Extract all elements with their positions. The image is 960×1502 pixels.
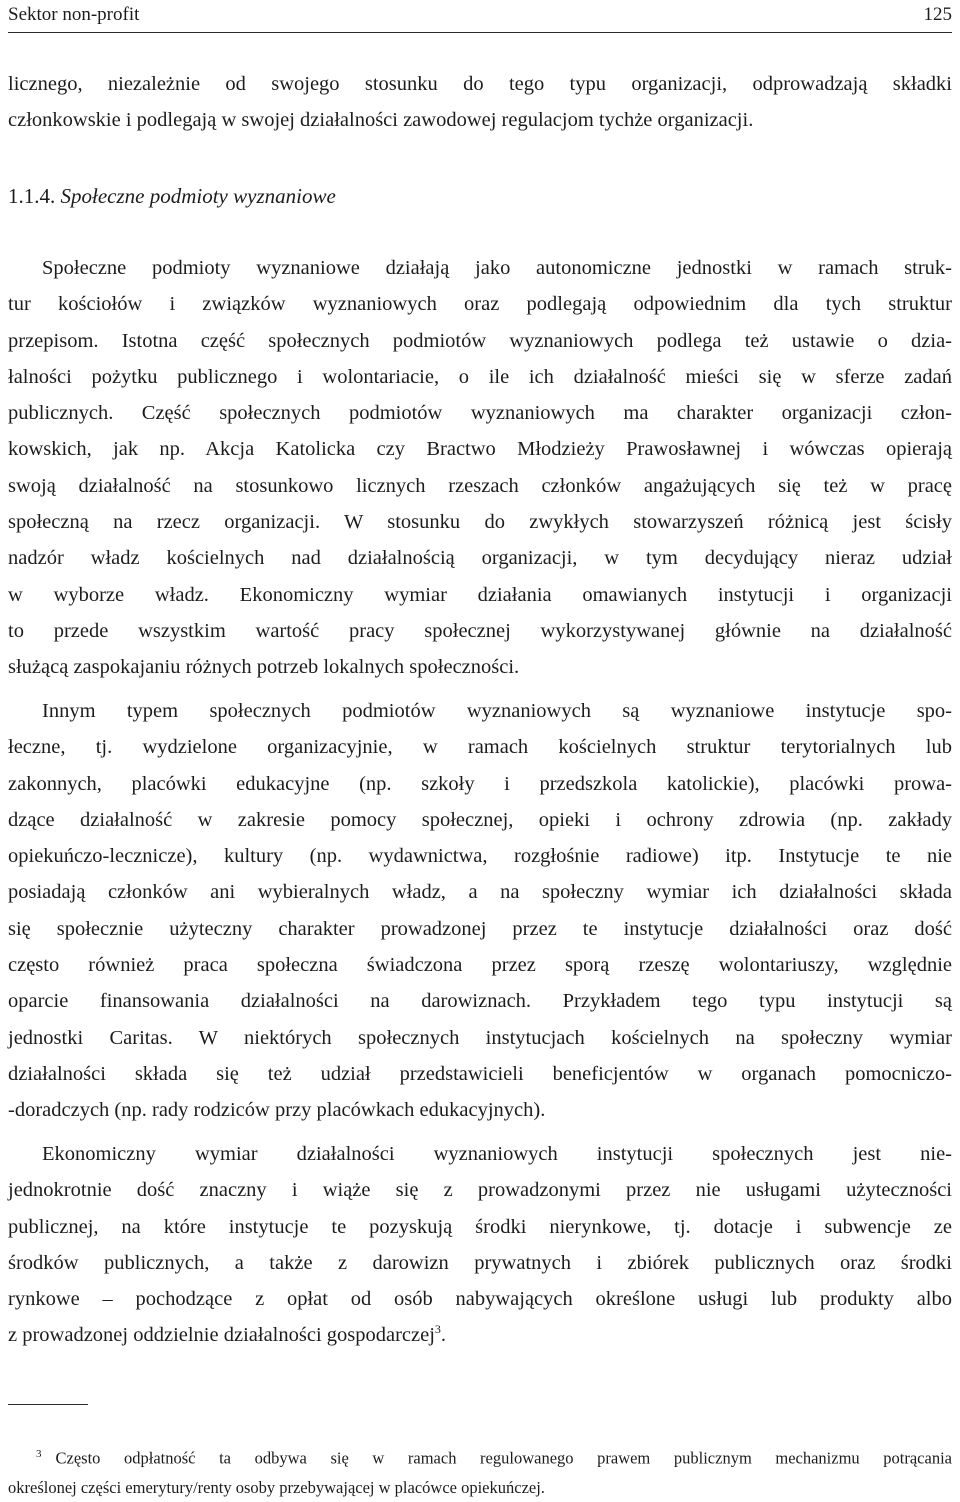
text-line: Społeczne podmioty wyznaniowe działają jako autonomiczne jednostki w ramach struk- bbox=[42, 257, 952, 279]
text-line: łalności pożytku publicznego i wolontariacie, o ile ich działalność mieści się w sferze zadań bbox=[8, 365, 952, 388]
text-line: licznego, niezależnie od swojego stosunku do tego typu organizacji, odprowadzają składki bbox=[8, 73, 952, 95]
text-line: przepisom. Istotna część społecznych podmiotów wyznaniowych podlega też ustawie o dzia- bbox=[8, 329, 952, 352]
intro-paragraph bbox=[8, 66, 952, 139]
paragraph-2 bbox=[8, 693, 952, 1129]
text-line: społeczną na rzecz organizacji. W stosunku do zwykłych stowarzyszeń różnicą jest ścisły bbox=[8, 511, 952, 534]
text-line: często również praca społeczna świadczona przez sporą rzeszę wolontariuszy, względnie bbox=[8, 954, 952, 977]
section-title: Społeczne podmioty wyznaniowe bbox=[60, 184, 336, 208]
footnote-mark: 3 bbox=[36, 1448, 42, 1460]
running-header-title: Sektor non-profit bbox=[8, 4, 140, 25]
text-line: kowskich, jak np. Akcja Katolicka czy Bractwo Młodzieży Prawosławnej i wówczas opierają bbox=[8, 438, 952, 461]
text-line: dzące działalność w zakresie pomocy społecznej, opieki i ochrony zdrowia (np. zakłady bbox=[8, 808, 952, 831]
text-line: łeczne, tj. wydzielone organizacyjnie, w ramach kościelnych struktur terytorialnych lub bbox=[8, 736, 952, 759]
section-number: 1.1.4. bbox=[8, 184, 56, 208]
footnote-line bbox=[8, 1440, 952, 1473]
paragraph-3 bbox=[8, 1136, 952, 1354]
text-line: oparcie finansowania działalności na darowiznach. Przykładem tego typu instytucji są bbox=[8, 990, 952, 1013]
text-line: -doradczych (np. rady rodziców przy placówkach edukacyjnych). bbox=[8, 1099, 546, 1122]
text-line: jednostki Caritas. W niektórych społecznych instytucjach kościelnych na społeczny wymiar bbox=[8, 1026, 952, 1049]
text-line: publicznej, na które instytucje te pozyskują środki nierynkowe, tj. dotacje i subwencje ze bbox=[8, 1215, 952, 1238]
running-header bbox=[8, 2, 952, 33]
text-line: publicznych. Część społecznych podmiotów wyznaniowych ma charakter organizacji człon- bbox=[8, 402, 952, 425]
section-heading bbox=[8, 178, 336, 214]
text-line: swoją działalność na stosunkowo licznych rzeszach członków angażujących się też w pracę bbox=[8, 474, 952, 497]
text-line: jednokrotnie dość znaczny i wiąże się z prowadzonymi przez nie usługami użyteczności bbox=[8, 1179, 952, 1202]
text-line: działalności składa się też udział przedstawicieli beneficjentów w organach pomocniczo- bbox=[8, 1062, 952, 1085]
text-line: posiadają członków ani wybieralnych władz, a na społeczny wymiar ich działalności składa bbox=[8, 881, 952, 904]
text-line: w wyborze władz. Ekonomiczny wymiar działania omawianych instytucji i organizacji bbox=[8, 583, 952, 606]
text-line: nadzór władz kościelnych nad działalnością organizacji, w tym decydujący nieraz udział bbox=[8, 547, 952, 570]
footnote-reference[interactable]: 3 bbox=[434, 1322, 441, 1337]
text-line: służącą zaspokajaniu różnych potrzeb lokalnych społeczności. bbox=[8, 656, 520, 679]
footnote-separator bbox=[8, 1404, 88, 1405]
text-line: zakonnych, placówki edukacyjne (np. szkoły i przedszkola katolickie), placówki prowa- bbox=[8, 772, 952, 795]
text-line: się społecznie użyteczny charakter prowadzonej przez te instytucje działalności oraz dość bbox=[8, 917, 952, 940]
closing-punctuation: . bbox=[440, 1324, 447, 1347]
paragraph-1 bbox=[8, 250, 952, 686]
text-line: z prowadzonej oddzielnie działalności gospodarczej bbox=[8, 1324, 435, 1347]
page-number: 125 bbox=[923, 4, 952, 25]
text-line: to przede wszystkim wartość pracy społecznej wykorzystywanej głównie na działalność bbox=[8, 619, 952, 642]
footnote-text: Często odpłatność ta odbywa się w ramach regulowanego prawem publicznym mechanizmu potrącania bbox=[55, 1448, 952, 1468]
text-line: tur kościołów i związków wyznaniowych oraz podlegają odpowiednim dla tych struktur bbox=[8, 293, 952, 316]
text-line: członkowskie i podlegają w swojej działalności zawodowej regulacjom tychże organizacji. bbox=[8, 109, 754, 132]
footnote bbox=[8, 1440, 952, 1502]
text-line: opiekuńczo-lecznicze), kultury (np. wydawnictwa, rozgłośnie radiowe) itp. Instytucje te nie bbox=[8, 845, 952, 868]
text-line: środków publicznych, a także z darowizn prywatnych i zbiórek publicznych oraz środki bbox=[8, 1251, 952, 1274]
text-line: rynkowe – pochodzące z opłat od osób nabywających określone usługi lub produkty albo bbox=[8, 1288, 952, 1311]
text-line: Innym typem społecznych podmiotów wyznaniowych są wyznaniowe instytucje spo- bbox=[42, 700, 952, 722]
text-line-with-footnote bbox=[8, 1317, 952, 1353]
text-line: Ekonomiczny wymiar działalności wyznaniowych instytucji społecznych jest nie- bbox=[42, 1143, 952, 1165]
footnote-line: określonej części emerytury/renty osoby przebywającej w placówce opiekuńczej. bbox=[8, 1477, 545, 1497]
